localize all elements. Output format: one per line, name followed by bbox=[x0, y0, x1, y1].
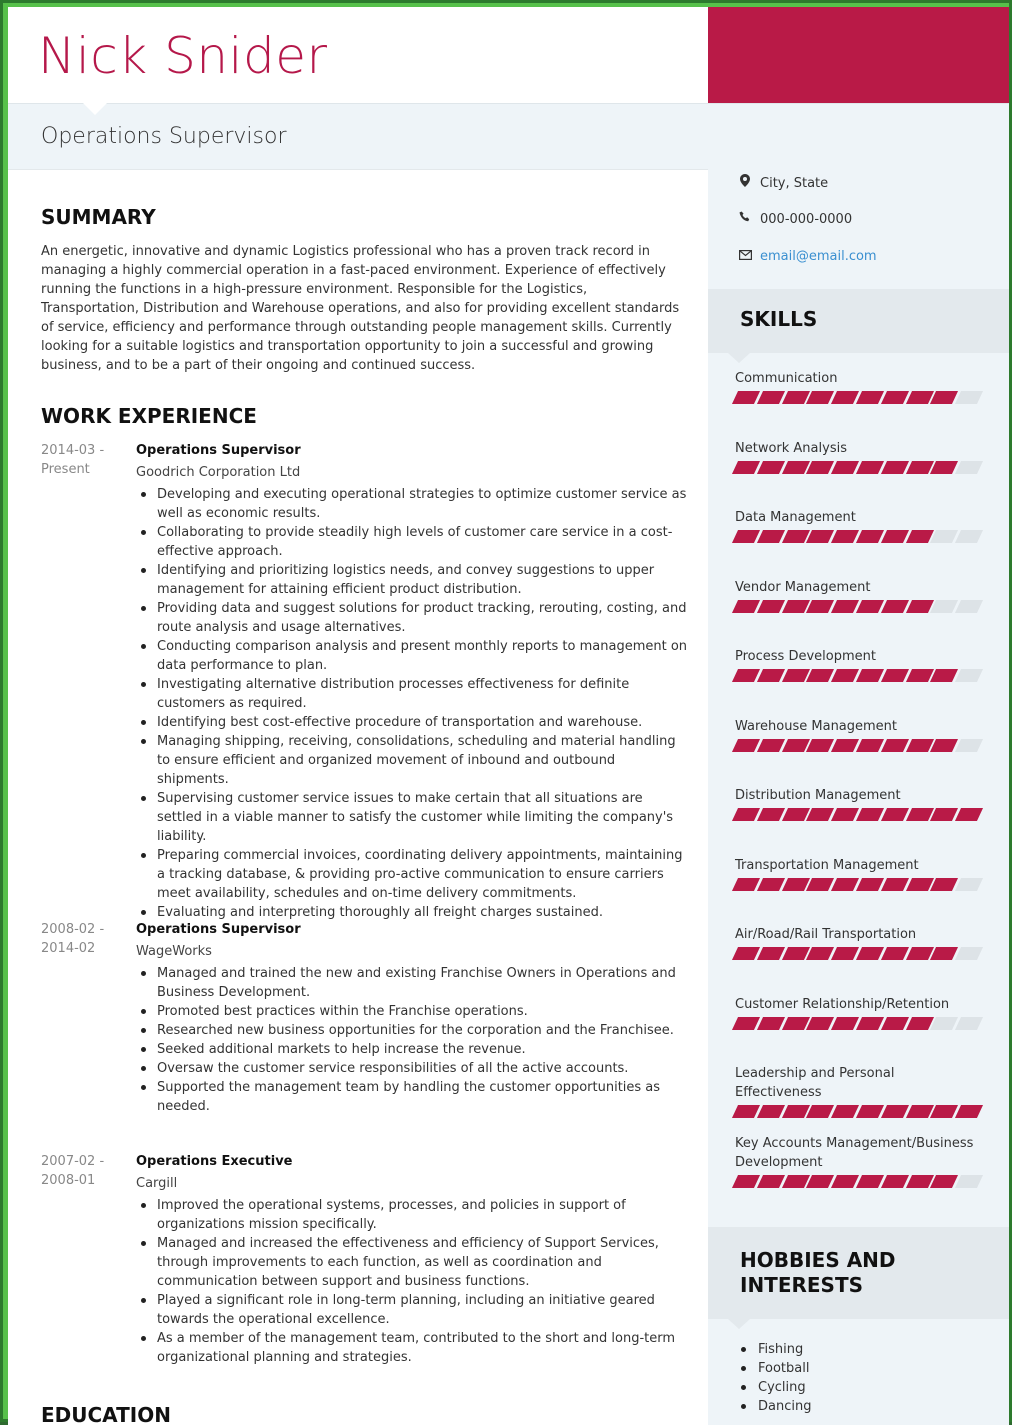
skill-rating-segment bbox=[955, 600, 983, 613]
list-item: Developing and executing operational strategies to optimize customer service as well as economic results. bbox=[136, 485, 688, 523]
skill-rating-segment bbox=[831, 808, 859, 821]
job-date: 2007-02 - 2008-01 bbox=[41, 1154, 105, 1188]
skill-item bbox=[735, 1134, 980, 1188]
contact-phone bbox=[738, 211, 852, 227]
skill-name: Vendor Management bbox=[735, 580, 871, 595]
skill-name: Warehouse Management bbox=[735, 719, 898, 734]
skill-rating-bar bbox=[735, 808, 980, 821]
skill-rating-segment bbox=[955, 1017, 983, 1030]
job-bullets bbox=[136, 964, 688, 1116]
skill-rating-segment bbox=[782, 739, 810, 752]
job-bullets bbox=[136, 485, 688, 922]
skill-rating-segment bbox=[906, 391, 934, 404]
skill-rating-segment bbox=[757, 1017, 785, 1030]
list-item: Researched new business opportunities for the corporation and the Franchisee. bbox=[136, 1021, 688, 1040]
skill-rating-segment bbox=[757, 461, 785, 474]
skill-rating-segment bbox=[906, 878, 934, 891]
skill-rating-segment bbox=[881, 669, 909, 682]
job-company: WageWorks bbox=[136, 944, 212, 959]
skill-rating-segment bbox=[906, 1017, 934, 1030]
skill-rating-segment bbox=[856, 530, 884, 543]
list-item: As a member of the management team, contributed to the short and long-term organizational planning and strategies. bbox=[136, 1329, 688, 1367]
skill-item bbox=[735, 856, 980, 891]
skills-heading: SKILLS bbox=[740, 307, 818, 331]
list-item: Cycling bbox=[738, 1378, 811, 1397]
skill-rating-segment bbox=[881, 391, 909, 404]
skill-rating-segment bbox=[881, 878, 909, 891]
skill-rating-segment bbox=[831, 669, 859, 682]
skill-rating-segment bbox=[906, 808, 934, 821]
skill-rating-segment bbox=[806, 461, 834, 474]
skill-rating-segment bbox=[732, 1017, 760, 1030]
skill-rating-bar bbox=[735, 530, 980, 543]
skill-rating-bar bbox=[735, 600, 980, 613]
skill-rating-segment bbox=[881, 947, 909, 960]
location-text: City, State bbox=[760, 176, 829, 191]
skill-rating-segment bbox=[955, 947, 983, 960]
hobbies-notch bbox=[728, 1319, 750, 1329]
skill-item bbox=[735, 717, 980, 752]
skill-rating-segment bbox=[806, 600, 834, 613]
skill-rating-segment bbox=[757, 530, 785, 543]
map-pin-icon bbox=[738, 174, 752, 190]
list-item: Fishing bbox=[738, 1340, 811, 1359]
header bbox=[8, 7, 708, 103]
skill-item bbox=[735, 995, 980, 1030]
skill-rating-segment bbox=[881, 1105, 909, 1118]
skill-rating-segment bbox=[831, 947, 859, 960]
skill-rating-segment bbox=[782, 1017, 810, 1030]
skill-name: Process Development bbox=[735, 649, 876, 664]
skill-rating-segment bbox=[732, 600, 760, 613]
skill-item bbox=[735, 369, 980, 404]
skill-rating-segment bbox=[782, 461, 810, 474]
list-item: Oversaw the customer service responsibilities of all the active accounts. bbox=[136, 1059, 688, 1078]
skill-rating-segment bbox=[881, 461, 909, 474]
skill-name: Transportation Management bbox=[735, 858, 919, 873]
skill-rating-segment bbox=[732, 669, 760, 682]
job-company: Cargill bbox=[136, 1176, 178, 1191]
list-item: Evaluating and interpreting thoroughly all freight charges sustained. bbox=[136, 903, 688, 922]
skill-rating-segment bbox=[831, 600, 859, 613]
skill-rating-segment bbox=[955, 669, 983, 682]
contact-location bbox=[738, 174, 828, 191]
skill-rating-segment bbox=[732, 530, 760, 543]
skill-item bbox=[735, 647, 980, 682]
skill-rating-segment bbox=[732, 1175, 760, 1188]
skill-rating-segment bbox=[806, 808, 834, 821]
skill-rating-segment bbox=[930, 1105, 958, 1118]
skill-rating-segment bbox=[906, 947, 934, 960]
skill-name: Key Accounts Management/Business Development bbox=[735, 1136, 974, 1170]
skill-rating-segment bbox=[806, 947, 834, 960]
job-company: Goodrich Corporation Ltd bbox=[136, 465, 301, 480]
skill-rating-segment bbox=[906, 739, 934, 752]
list-item: Identifying best cost-effective procedure of transportation and warehouse. bbox=[136, 713, 688, 732]
skill-rating-segment bbox=[782, 1175, 810, 1188]
skill-rating-segment bbox=[955, 808, 983, 821]
skill-rating-segment bbox=[856, 669, 884, 682]
skill-rating-segment bbox=[732, 739, 760, 752]
skill-rating-segment bbox=[806, 1017, 834, 1030]
skill-rating-segment bbox=[757, 669, 785, 682]
list-item: Collaborating to provide steadily high levels of customer care service in a cost-effective approach. bbox=[136, 523, 688, 561]
skill-rating-segment bbox=[881, 739, 909, 752]
skill-item bbox=[735, 578, 980, 613]
skill-rating-segment bbox=[831, 1175, 859, 1188]
skill-rating-segment bbox=[955, 530, 983, 543]
skill-item bbox=[735, 508, 980, 543]
skill-rating-segment bbox=[831, 739, 859, 752]
skill-rating-segment bbox=[806, 669, 834, 682]
skill-rating-segment bbox=[856, 947, 884, 960]
skill-name: Communication bbox=[735, 371, 838, 386]
skill-name: Customer Relationship/Retention bbox=[735, 997, 950, 1012]
skill-rating-segment bbox=[930, 530, 958, 543]
skill-rating-segment bbox=[955, 1105, 983, 1118]
skill-rating-segment bbox=[782, 600, 810, 613]
skill-rating-segment bbox=[806, 878, 834, 891]
skill-rating-bar bbox=[735, 461, 980, 474]
skill-rating-segment bbox=[806, 739, 834, 752]
phone-icon bbox=[738, 211, 752, 226]
skill-rating-bar bbox=[735, 391, 980, 404]
skill-rating-segment bbox=[782, 530, 810, 543]
skill-rating-segment bbox=[906, 530, 934, 543]
summary-heading: SUMMARY bbox=[41, 205, 156, 229]
title-notch bbox=[83, 103, 107, 115]
list-item: Played a significant role in long-term planning, including an initiative geared towards the operational excellence. bbox=[136, 1291, 688, 1329]
list-item: Managing shipping, receiving, consolidations, scheduling and material handling to ensure efficient and organized movement of inbound and outbound shipments. bbox=[136, 732, 688, 789]
skill-rating-segment bbox=[757, 739, 785, 752]
skill-rating-segment bbox=[757, 391, 785, 404]
skill-rating-segment bbox=[757, 1175, 785, 1188]
candidate-name: Nick Snider bbox=[38, 27, 328, 85]
skill-rating-segment bbox=[856, 878, 884, 891]
skill-rating-segment bbox=[856, 1105, 884, 1118]
skill-rating-segment bbox=[906, 669, 934, 682]
skill-rating-segment bbox=[732, 947, 760, 960]
job-title: Operations Supervisor bbox=[41, 124, 287, 149]
list-item: Dancing bbox=[738, 1397, 811, 1416]
skill-rating-segment bbox=[955, 391, 983, 404]
skill-rating-segment bbox=[856, 739, 884, 752]
skill-rating-bar bbox=[735, 1017, 980, 1030]
skill-rating-bar bbox=[735, 1105, 980, 1118]
job-role: Operations Executive bbox=[136, 1154, 293, 1169]
skill-rating-segment bbox=[757, 878, 785, 891]
skill-rating-segment bbox=[806, 1105, 834, 1118]
skill-rating-segment bbox=[930, 1175, 958, 1188]
skill-rating-bar bbox=[735, 739, 980, 752]
skill-rating-segment bbox=[782, 878, 810, 891]
skill-item bbox=[735, 1064, 980, 1118]
list-item: Supported the management team by handling the customer opportunities as needed. bbox=[136, 1078, 688, 1116]
job-date: 2014-03 - Present bbox=[41, 443, 105, 477]
list-item: Identifying and prioritizing logistics needs, and convey suggestions to upper management for attaining efficient product distribution. bbox=[136, 561, 688, 599]
skill-name: Air/Road/Rail Transportation bbox=[735, 927, 917, 942]
list-item: Football bbox=[738, 1359, 811, 1378]
skill-rating-segment bbox=[806, 530, 834, 543]
skill-rating-bar bbox=[735, 1175, 980, 1188]
header-accent-block bbox=[708, 7, 1009, 103]
skill-rating-segment bbox=[881, 600, 909, 613]
skill-rating-segment bbox=[955, 878, 983, 891]
job-role: Operations Supervisor bbox=[136, 922, 301, 937]
skill-rating-segment bbox=[757, 1105, 785, 1118]
skill-rating-bar bbox=[735, 878, 980, 891]
skill-rating-segment bbox=[831, 391, 859, 404]
skill-rating-segment bbox=[732, 391, 760, 404]
sidebar bbox=[708, 169, 1009, 1425]
work-experience-heading: WORK EXPERIENCE bbox=[41, 404, 257, 428]
skill-rating-segment bbox=[732, 1105, 760, 1118]
email-link[interactable]: email@email.com bbox=[760, 249, 877, 264]
skill-rating-segment bbox=[930, 391, 958, 404]
hobbies-list bbox=[738, 1340, 811, 1416]
skill-rating-segment bbox=[881, 808, 909, 821]
job-date: 2008-02 - 2014-02 bbox=[41, 922, 105, 956]
skill-rating-segment bbox=[930, 600, 958, 613]
skill-rating-segment bbox=[782, 391, 810, 404]
skill-rating-segment bbox=[757, 600, 785, 613]
skill-rating-segment bbox=[856, 808, 884, 821]
skill-rating-segment bbox=[782, 947, 810, 960]
skills-notch bbox=[728, 353, 750, 363]
list-item: Improved the operational systems, processes, and policies in support of organizations mission specifically. bbox=[136, 1196, 688, 1234]
list-item: Promoted best practices within the Franchise operations. bbox=[136, 1002, 688, 1021]
skill-rating-segment bbox=[955, 739, 983, 752]
resume-page bbox=[8, 7, 1009, 1425]
list-item: Conducting comparison analysis and present monthly reports to management on data performance to plan. bbox=[136, 637, 688, 675]
skill-rating-segment bbox=[831, 1017, 859, 1030]
skill-rating-segment bbox=[732, 808, 760, 821]
phone-text: 000-000-0000 bbox=[760, 212, 853, 227]
skill-rating-segment bbox=[856, 391, 884, 404]
skill-rating-segment bbox=[757, 808, 785, 821]
skill-rating-segment bbox=[856, 1175, 884, 1188]
skill-rating-segment bbox=[881, 1017, 909, 1030]
skill-rating-segment bbox=[930, 669, 958, 682]
skill-rating-segment bbox=[930, 878, 958, 891]
skill-rating-segment bbox=[906, 1175, 934, 1188]
skill-rating-segment bbox=[930, 808, 958, 821]
skill-rating-segment bbox=[881, 530, 909, 543]
job-role: Operations Supervisor bbox=[136, 443, 301, 458]
summary-text: An energetic, innovative and dynamic Logistics professional who has a proven track record in managing a highly commercial operation in a fast-paced environment. Experience of effectively running the functions in a high-pressure environment. Responsible for the Logistics, Transportation, Distribution and Warehouse operations, and also for providing excellent standards of service, efficiency and performance through outstanding people management skills. Currently looking for a suitable logistics and transportation opportunity to join a successful and growing business, and to be a part of their ongoing and continued success. bbox=[41, 244, 680, 373]
skill-name: Data Management bbox=[735, 510, 856, 525]
education-heading: EDUCATION bbox=[41, 1403, 171, 1425]
skill-rating-segment bbox=[856, 461, 884, 474]
skill-item bbox=[735, 925, 980, 960]
hobbies-heading: HOBBIES AND INTERESTS bbox=[740, 1248, 896, 1297]
skill-rating-segment bbox=[955, 1175, 983, 1188]
list-item: Investigating alternative distribution processes effectiveness for definite customers as required. bbox=[136, 675, 688, 713]
envelope-icon bbox=[738, 249, 752, 263]
skill-rating-segment bbox=[806, 1175, 834, 1188]
skill-rating-segment bbox=[930, 461, 958, 474]
list-item: Seeked additional markets to help increase the revenue. bbox=[136, 1040, 688, 1059]
skill-rating-segment bbox=[732, 461, 760, 474]
skill-rating-segment bbox=[757, 947, 785, 960]
skill-rating-segment bbox=[906, 461, 934, 474]
skill-name: Distribution Management bbox=[735, 788, 901, 803]
skill-rating-segment bbox=[881, 1175, 909, 1188]
skill-rating-segment bbox=[930, 739, 958, 752]
skill-rating-segment bbox=[831, 461, 859, 474]
contact-email[interactable] bbox=[738, 249, 877, 264]
skill-name: Leadership and Personal Effectiveness bbox=[735, 1066, 895, 1100]
skill-rating-segment bbox=[906, 1105, 934, 1118]
skill-rating-segment bbox=[831, 530, 859, 543]
skill-rating-segment bbox=[856, 1017, 884, 1030]
list-item: Preparing commercial invoices, coordinating delivery appointments, maintaining a tracking database, & providing pro-active communication to ensure carriers meet availability, schedules and on-time delivery commitments. bbox=[136, 846, 688, 903]
job-bullets bbox=[136, 1196, 688, 1367]
skill-rating-bar bbox=[735, 669, 980, 682]
skill-rating-segment bbox=[930, 947, 958, 960]
skill-rating-segment bbox=[782, 669, 810, 682]
list-item: Providing data and suggest solutions for product tracking, rerouting, costing, and route analysis and usage alternatives. bbox=[136, 599, 688, 637]
list-item: Managed and increased the effectiveness and efficiency of Support Services, through improvements to each function, as well as coordination and communication between support and business functions. bbox=[136, 1234, 688, 1291]
skill-rating-segment bbox=[782, 1105, 810, 1118]
skill-name: Network Analysis bbox=[735, 441, 847, 456]
skill-rating-segment bbox=[831, 1105, 859, 1118]
skill-rating-segment bbox=[806, 391, 834, 404]
skill-rating-segment bbox=[906, 600, 934, 613]
skill-rating-segment bbox=[732, 878, 760, 891]
skill-rating-segment bbox=[782, 808, 810, 821]
list-item: Managed and trained the new and existing Franchise Owners in Operations and Business Development. bbox=[136, 964, 688, 1002]
skill-rating-bar bbox=[735, 947, 980, 960]
list-item: Supervising customer service issues to make certain that all situations are settled in a viable manner to satisfy the customer while limiting the company's liability. bbox=[136, 789, 688, 846]
skill-item bbox=[735, 786, 980, 821]
skill-rating-segment bbox=[831, 878, 859, 891]
skill-rating-segment bbox=[955, 461, 983, 474]
skill-rating-segment bbox=[930, 1017, 958, 1030]
skill-item bbox=[735, 439, 980, 474]
skill-rating-segment bbox=[856, 600, 884, 613]
